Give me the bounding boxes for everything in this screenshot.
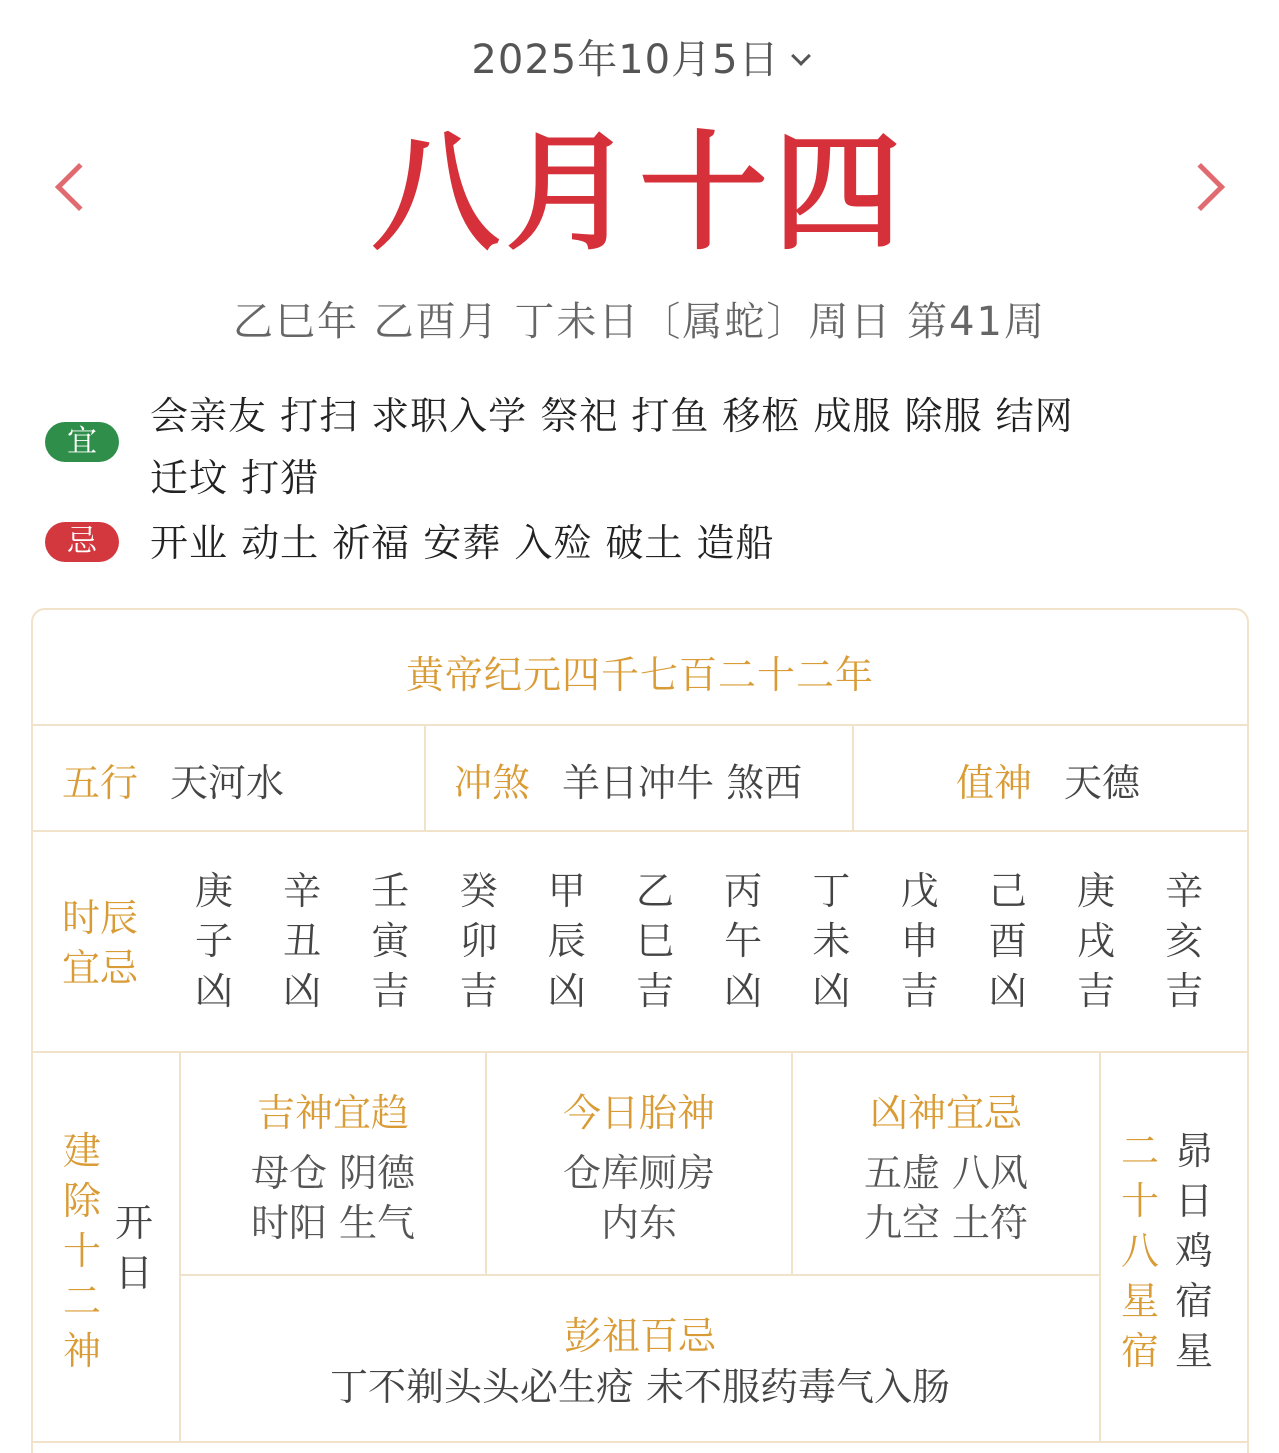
jianchu-value [112, 1198, 156, 1298]
shichen-luck: 凶 [547, 969, 586, 1013]
shichen-column [625, 866, 685, 1016]
shichen-label [62, 893, 152, 993]
divider [424, 724, 426, 832]
shichen-luck: 凶 [194, 969, 233, 1013]
shichen-branch: 未 [812, 919, 851, 963]
jianchu-value-char: 开 [114, 1201, 153, 1245]
shichen-luck: 吉 [1076, 969, 1115, 1013]
shichen-stem: 戊 [900, 869, 939, 913]
shichen-column [537, 866, 597, 1016]
shichen-column [713, 866, 773, 1016]
shichen-branch: 亥 [1165, 919, 1204, 963]
shichen-stem: 辛 [1165, 869, 1204, 913]
shichen-label-line: 时辰 [62, 896, 139, 940]
shichen-stem: 辛 [283, 869, 322, 913]
shichen-luck: 吉 [459, 969, 498, 1013]
pengzu-title: 彭祖百忌 [563, 1314, 716, 1358]
jianchu-label [60, 1126, 104, 1376]
xiongshen-line: 九空 土符 [863, 1201, 1029, 1245]
shichen-luck: 吉 [1165, 969, 1204, 1013]
wuxing-value: 天河水 [170, 761, 285, 805]
xiu-label-char: 星 [1120, 1279, 1159, 1323]
shichen-branch: 寅 [371, 919, 410, 963]
xiu-label-char: 八 [1120, 1229, 1159, 1273]
shichen-column [890, 866, 950, 1016]
shichen-luck: 凶 [283, 969, 322, 1013]
xiu-value-char: 日 [1174, 1179, 1213, 1223]
xiu-label-char: 宿 [1120, 1329, 1159, 1373]
xiu-value-char: 星 [1174, 1329, 1213, 1373]
shichen-stem: 庚 [1076, 869, 1115, 913]
zhishen-cell [956, 752, 1140, 807]
ji-items: 开业 动土 祈福 安葬 入殓 破土 造船 [150, 521, 775, 565]
taishen-line: 内东 [600, 1201, 677, 1245]
xiu-value-char: 宿 [1174, 1279, 1213, 1323]
shichen-branch: 辰 [547, 919, 586, 963]
jianchu-char: 二 [62, 1279, 101, 1323]
wuxing-label: 五行 [62, 761, 139, 805]
shichen-stem: 丁 [812, 869, 851, 913]
jishen-title: 吉神宜趋 [256, 1091, 409, 1135]
jianchu-value-char: 日 [114, 1251, 153, 1295]
divider [180, 1274, 1100, 1276]
lunar-date: 八月十四 [371, 118, 908, 268]
xiu-value-char: 昴 [1174, 1129, 1213, 1173]
shichen-luck: 凶 [988, 969, 1027, 1013]
xiongshen-line: 五虚 八风 [863, 1151, 1029, 1195]
chongsha-cell [454, 752, 802, 807]
xiongshen-title: 凶神宜忌 [869, 1091, 1022, 1135]
shichen-branch: 午 [724, 919, 763, 963]
shichen-stem: 甲 [547, 869, 586, 913]
chevron-down-icon [791, 46, 811, 66]
ji-badge: 忌 [45, 522, 119, 562]
divider [1099, 1051, 1101, 1443]
xiu-label-char: 十 [1120, 1179, 1159, 1223]
divider [33, 1051, 1247, 1053]
shichen-stem: 癸 [459, 869, 498, 913]
divider [33, 1441, 1247, 1443]
xiu-label-char: 二 [1120, 1129, 1159, 1173]
jianchu-char: 十 [62, 1229, 101, 1273]
yi-badge: 宜 [45, 422, 119, 462]
pengzu-text: 丁不剃头头必生疮 未不服药毒气入肠 [329, 1365, 951, 1409]
shichen-stem: 丙 [724, 869, 763, 913]
shichen-stem: 壬 [371, 869, 410, 913]
shichen-column [1066, 866, 1126, 1016]
ganzhi-line: 乙巳年 乙酉月 丁未日〔属蛇〕周日 第41周 [232, 299, 1047, 345]
date-selector[interactable] [0, 28, 1279, 85]
divider [33, 830, 1247, 832]
jishen-line: 母仓 阴德 [250, 1151, 416, 1195]
jianchu-char: 建 [62, 1129, 101, 1173]
xiongshen-body [793, 1148, 1099, 1248]
shichen-luck: 吉 [371, 969, 410, 1013]
shichen-branch: 巳 [635, 919, 674, 963]
chongsha-value: 羊日冲牛 煞西 [562, 761, 803, 805]
taishen-title: 今日胎神 [562, 1091, 715, 1135]
zhishen-label: 值神 [956, 761, 1033, 805]
shichen-label-line: 宜忌 [62, 946, 139, 990]
shichen-luck: 凶 [724, 969, 763, 1013]
yi-items: 会亲友 打扫 求职入学 祭祀 打鱼 移柩 成服 除服 结网 迁坟 打猎 [150, 394, 1074, 500]
taishen-line: 仓库厕房 [562, 1151, 715, 1195]
jishen-line: 时阳 生气 [250, 1201, 416, 1245]
shichen-branch: 戌 [1076, 919, 1115, 963]
xiu-value-char: 鸡 [1174, 1229, 1213, 1273]
shichen-column [184, 866, 244, 1016]
jianchu-char: 除 [62, 1179, 101, 1223]
taishen-body [487, 1148, 791, 1248]
divider [33, 724, 1247, 726]
shichen-column [360, 866, 420, 1016]
xiu-value [1172, 1126, 1216, 1376]
shichen-column [978, 866, 1038, 1016]
jishen-body [181, 1148, 485, 1248]
wuxing-cell [62, 752, 284, 807]
shichen-column [801, 866, 861, 1016]
era-title: 黄帝纪元四千七百二十二年 [405, 653, 874, 697]
shichen-stem: 乙 [635, 869, 674, 913]
shichen-column [272, 866, 332, 1016]
shichen-branch: 子 [194, 919, 233, 963]
zhishen-value: 天德 [1064, 761, 1141, 805]
date-label: 2025年10月5日 [471, 37, 780, 83]
shichen-column [1154, 866, 1214, 1016]
shichen-column [449, 866, 509, 1016]
shichen-stem: 己 [988, 869, 1027, 913]
shichen-luck: 凶 [812, 969, 851, 1013]
jianchu-char: 神 [62, 1329, 101, 1373]
shichen-branch: 丑 [283, 919, 322, 963]
shichen-branch: 酉 [988, 919, 1027, 963]
divider [852, 724, 854, 832]
shichen-branch: 卯 [459, 919, 498, 963]
chongsha-label: 冲煞 [454, 761, 531, 805]
shichen-stem: 庚 [194, 869, 233, 913]
shichen-luck: 吉 [900, 969, 939, 1013]
shichen-branch: 申 [900, 919, 939, 963]
shichen-luck: 吉 [635, 969, 674, 1013]
xiu-label [1118, 1126, 1162, 1376]
